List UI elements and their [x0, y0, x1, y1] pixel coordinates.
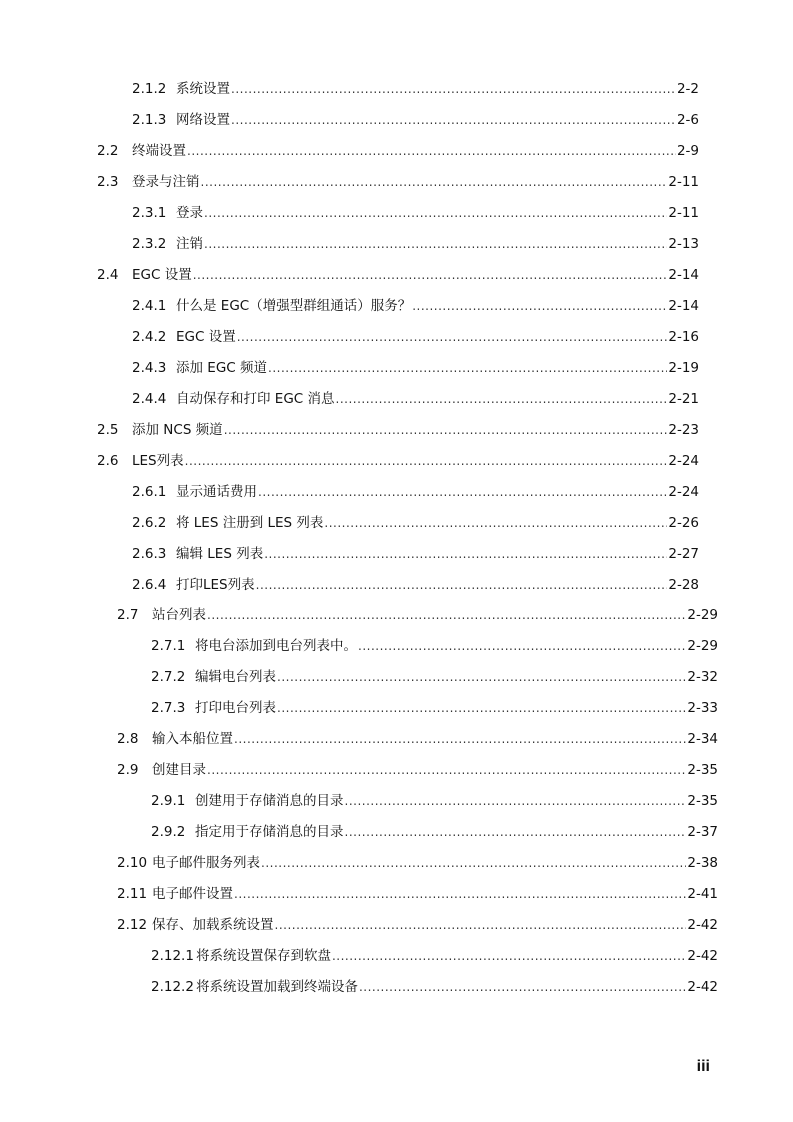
toc-entry-page: 2-14 [668, 298, 699, 314]
toc-entry[interactable] [97, 172, 699, 192]
toc-entry[interactable] [97, 451, 699, 471]
toc-entry-page: 2-41 [687, 886, 718, 902]
toc-entry-number: 2.11 [117, 886, 148, 902]
toc-entry-title: 将系统设置保存到软盘 [195, 948, 331, 964]
toc-entry-page: 2-19 [668, 360, 699, 376]
toc-entry-page: 2-14 [668, 267, 699, 283]
toc-entry-page: 2-42 [687, 979, 718, 995]
toc-entry[interactable] [151, 791, 718, 811]
toc-entry-title: 打印LES列表 [176, 577, 255, 593]
toc-entry[interactable] [151, 636, 718, 656]
toc-leader-dots [193, 265, 668, 285]
toc-entry[interactable] [117, 760, 718, 780]
toc-leader-dots [207, 605, 686, 625]
toc-entry[interactable] [151, 977, 718, 997]
toc-leader-dots [234, 884, 686, 904]
toc-leader-dots [231, 79, 676, 99]
toc-leader-dots [258, 482, 667, 502]
toc-entry[interactable] [132, 296, 699, 316]
toc-entry-title: 系统设置 [176, 81, 230, 97]
toc-entry-page: 2-27 [668, 546, 699, 562]
toc-entry-title: LES列表 [132, 453, 184, 469]
toc-entry[interactable] [132, 513, 699, 533]
toc-entry[interactable] [117, 605, 718, 625]
toc-entry[interactable] [132, 79, 699, 99]
toc-entry-number: 2.9.2 [151, 824, 186, 840]
toc-entry-number: 2.12.2 [151, 979, 194, 995]
toc-leader-dots [324, 513, 667, 533]
toc-entry-number: 2.6.2 [132, 515, 167, 531]
page-number: iii [696, 1058, 710, 1075]
toc-leader-dots [336, 389, 668, 409]
toc-entry[interactable] [117, 853, 718, 873]
toc-entry-page: 2-29 [687, 638, 718, 654]
toc-entry[interactable] [117, 729, 718, 749]
toc-entry-number: 2.7.1 [151, 638, 186, 654]
toc-entry-title: 登录与注销 [132, 174, 200, 190]
toc-leader-dots [207, 760, 686, 780]
toc-entry-number: 2.7.2 [151, 669, 186, 685]
toc-entry-page: 2-11 [668, 174, 699, 190]
toc-entry-page: 2-37 [687, 824, 718, 840]
toc-leader-dots [412, 296, 667, 316]
toc-entry-number: 2.9 [117, 762, 139, 778]
toc-leader-dots [204, 203, 667, 223]
toc-entry[interactable] [97, 420, 699, 440]
toc-entry-title: 网络设置 [176, 112, 230, 128]
toc-entry-page: 2-34 [687, 731, 718, 747]
toc-entry-title: 显示通话费用 [176, 484, 257, 500]
toc-entry-title: 登录 [176, 205, 203, 221]
toc-entry-title: 将系统设置加载到终端设备 [195, 979, 358, 995]
toc-entry-title: 自动保存和打印 EGC 消息 [176, 391, 335, 407]
toc-entry-page: 2-23 [668, 422, 699, 438]
toc-leader-dots [332, 946, 686, 966]
toc-leader-dots [231, 110, 676, 130]
toc-entry[interactable] [151, 667, 718, 687]
toc-entry-number: 2.7 [117, 607, 139, 623]
toc-entry-page: 2-32 [687, 669, 718, 685]
toc-entry[interactable] [132, 327, 699, 347]
toc-entry-number: 2.4.4 [132, 391, 167, 407]
toc-entry-number: 2.4 [97, 267, 119, 283]
toc-leader-dots [359, 977, 686, 997]
toc-entry[interactable] [151, 822, 718, 842]
toc-entry-page: 2-13 [668, 236, 699, 252]
toc-entry-page: 2-2 [676, 81, 699, 97]
toc-entry-number: 2.2 [97, 143, 119, 159]
toc-leader-dots [237, 327, 668, 347]
toc-leader-dots [261, 853, 686, 873]
toc-entry-title: 添加 EGC 频道 [176, 360, 267, 376]
toc-leader-dots [345, 822, 687, 842]
toc-entry-number: 2.9.1 [151, 793, 186, 809]
toc-entry-number: 2.6.3 [132, 546, 167, 562]
toc-entry-page: 2-24 [668, 453, 699, 469]
toc-leader-dots [256, 575, 668, 595]
toc-entry-title: EGC 设置 [176, 329, 236, 345]
toc-entry-number: 2.3.2 [132, 236, 167, 252]
toc-entry-number: 2.12.1 [151, 948, 194, 964]
toc-entry-page: 2-6 [676, 112, 699, 128]
toc-entry-page: 2-42 [687, 917, 718, 933]
toc-entry-title: 创建目录 [152, 762, 206, 778]
toc-entry-title: 编辑 LES 列表 [176, 546, 264, 562]
toc-entry-title: 将电台添加到电台列表中。 [195, 638, 357, 654]
toc-entry-title: 添加 NCS 频道 [132, 422, 223, 438]
toc-entry-number: 2.4.1 [132, 298, 167, 314]
toc-entry-title: 指定用于存储消息的目录 [195, 824, 344, 840]
toc-entry[interactable] [97, 265, 699, 285]
toc-entry-page: 2-21 [668, 391, 699, 407]
toc-entry[interactable] [132, 389, 699, 409]
toc-entry-number: 2.8 [117, 731, 139, 747]
toc-entry-number: 2.5 [97, 422, 119, 438]
toc-entry[interactable] [132, 234, 699, 254]
toc-leader-dots [234, 729, 686, 749]
toc-entry-number: 2.7.3 [151, 700, 186, 716]
toc-entry-title: 保存、加载系统设置 [152, 917, 274, 933]
toc-entry-title: 站台列表 [152, 607, 206, 623]
toc-entry-number: 2.4.3 [132, 360, 167, 376]
toc-entry-number: 2.6.1 [132, 484, 167, 500]
toc-entry[interactable] [151, 946, 718, 966]
toc-entry[interactable] [97, 141, 699, 161]
toc-entry[interactable] [132, 358, 699, 378]
toc-leader-dots [187, 141, 676, 161]
toc-entry-title: 注销 [176, 236, 203, 252]
toc-entry-page: 2-35 [687, 762, 718, 778]
toc-entry-title: 电子邮件服务列表 [152, 855, 260, 871]
toc-leader-dots [185, 451, 668, 471]
toc-leader-dots [277, 667, 686, 687]
toc-entry-page: 2-16 [668, 329, 699, 345]
toc-leader-dots [275, 915, 687, 935]
toc-entry-page: 2-9 [676, 143, 699, 159]
toc-leader-dots [264, 544, 667, 564]
toc-entry-number: 2.3 [97, 174, 119, 190]
toc-entry-page: 2-11 [668, 205, 699, 221]
toc-entry-number: 2.10 [117, 855, 148, 871]
toc-leader-dots [204, 234, 667, 254]
toc-entry-title: 电子邮件设置 [152, 886, 233, 902]
toc-entry-title: 编辑电台列表 [195, 669, 276, 685]
toc-entry-number: 2.1.3 [132, 112, 167, 128]
toc-entry-number: 2.4.2 [132, 329, 167, 345]
toc-entry-page: 2-33 [687, 700, 718, 716]
toc-entry[interactable] [132, 203, 699, 223]
toc-entry[interactable] [151, 698, 718, 718]
toc-entry-page: 2-38 [687, 855, 718, 871]
toc-entry-page: 2-29 [687, 607, 718, 623]
toc-entry-page: 2-42 [687, 948, 718, 964]
toc-entry-title: 终端设置 [132, 143, 186, 159]
toc-leader-dots [224, 420, 668, 440]
toc-entry-title: 打印电台列表 [195, 700, 276, 716]
toc-entry-page: 2-26 [668, 515, 699, 531]
toc-entry-title: 创建用于存储消息的目录 [195, 793, 344, 809]
toc-entry-number: 2.6 [97, 453, 119, 469]
toc-entry-number: 2.3.1 [132, 205, 167, 221]
toc-leader-dots [358, 636, 686, 656]
toc-entry-number: 2.6.4 [132, 577, 167, 593]
toc-entry-title: 什么是 EGC（增强型群组通话）服务？ [176, 298, 412, 314]
toc-entry-page: 2-28 [668, 577, 699, 593]
toc-entry-page: 2-24 [668, 484, 699, 500]
toc-leader-dots [345, 791, 687, 811]
toc-entry[interactable] [132, 575, 699, 595]
toc-entry-title: EGC 设置 [132, 267, 192, 283]
toc-entry[interactable] [117, 884, 718, 904]
toc-entry-number: 2.12 [117, 917, 148, 933]
toc-entry-number: 2.1.2 [132, 81, 167, 97]
toc-entry[interactable] [132, 482, 699, 502]
toc-entry[interactable] [117, 915, 718, 935]
toc-entry-page: 2-35 [687, 793, 718, 809]
toc-entry[interactable] [132, 544, 699, 564]
toc-entry-title: 将 LES 注册到 LES 列表 [176, 515, 324, 531]
toc-leader-dots [268, 358, 667, 378]
toc-entry-title: 输入本船位置 [152, 731, 233, 747]
toc-entry[interactable] [132, 110, 699, 130]
toc-leader-dots [201, 172, 668, 192]
toc-leader-dots [277, 698, 686, 718]
